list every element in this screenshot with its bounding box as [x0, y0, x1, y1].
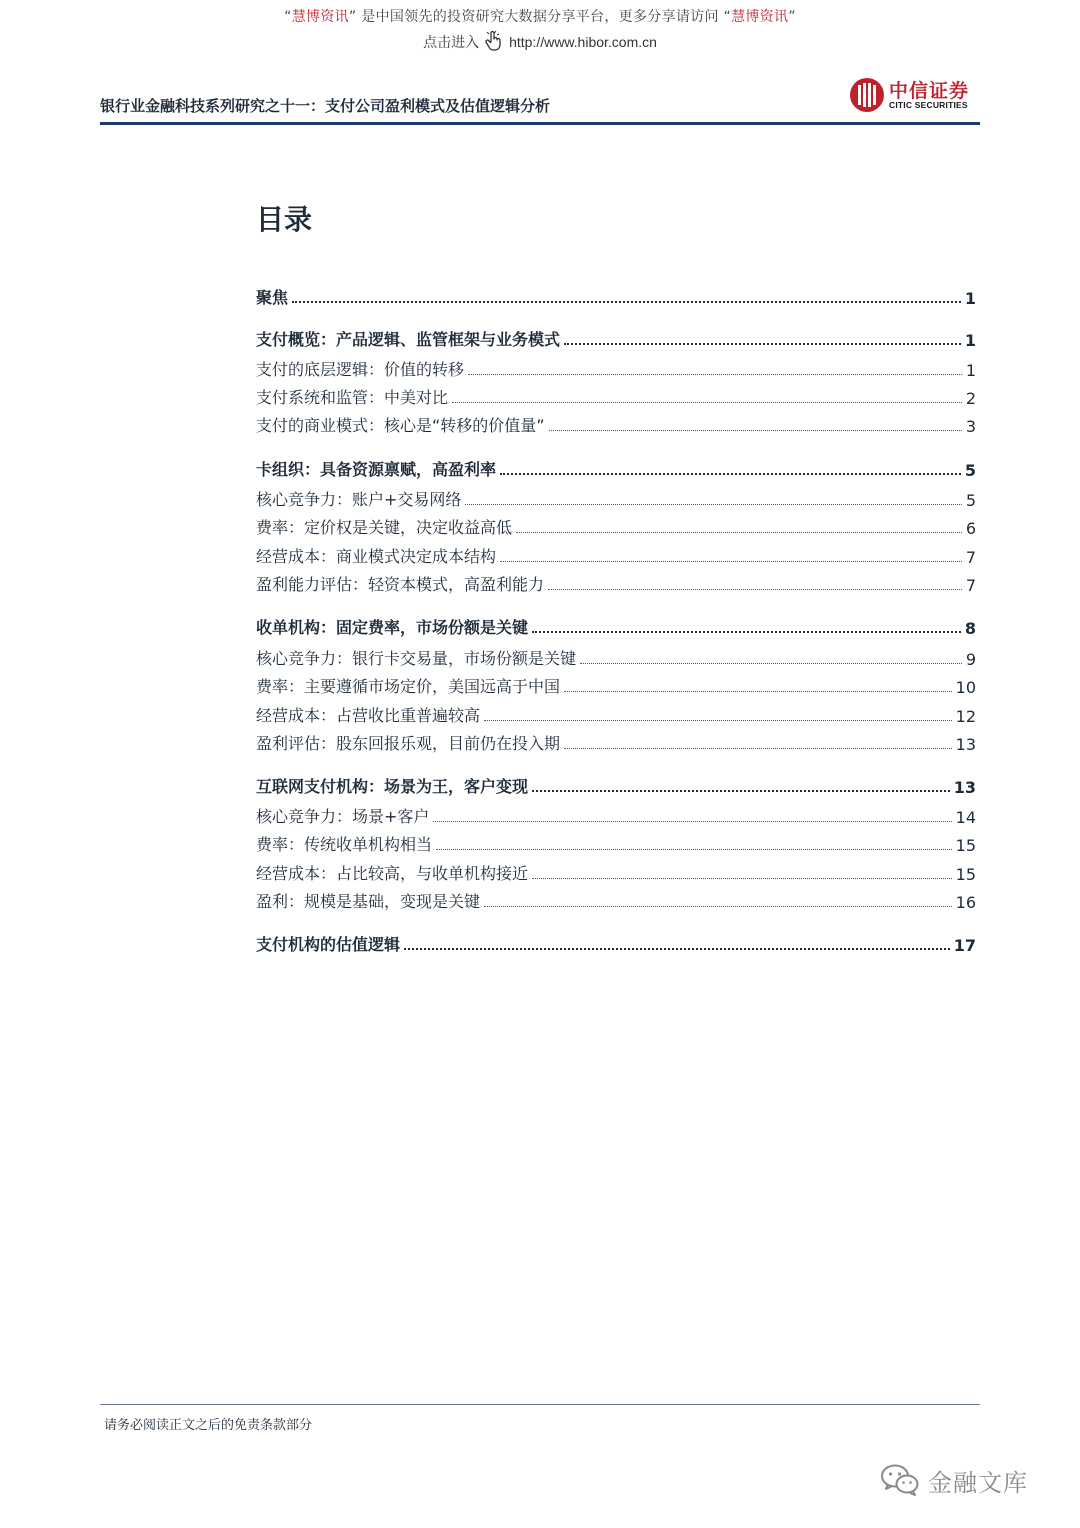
logo-english-text: CITIC SECURITIES — [889, 100, 968, 110]
toc-entry-text: 卡组织：具备资源禀赋，高盈利率 — [256, 460, 497, 479]
toc-page-number: 13 — [955, 735, 976, 754]
toc-entry-sub[interactable] — [256, 645, 976, 669]
toc-page-number: 8 — [964, 619, 976, 638]
toc-leader-dots — [532, 790, 950, 792]
toc-page-number: 1 — [964, 331, 976, 350]
citic-securities-logo — [847, 75, 982, 115]
watermark-text: 金融文库 — [928, 1468, 1028, 1497]
toc-entry-main[interactable] — [256, 614, 976, 638]
banner-text: 是中国领先的投资研究大数据分享平台，更多分享请访问 — [361, 9, 719, 25]
toc-page-number: 12 — [955, 707, 976, 726]
toc-leader-dots — [516, 532, 962, 533]
toc-leader-dots — [433, 821, 951, 822]
toc-leader-dots — [468, 374, 962, 375]
toc-page-number: 2 — [965, 389, 976, 408]
toc-leader-dots — [548, 589, 962, 590]
toc-entry-text: 核心竞争力：场景+客户 — [256, 807, 430, 826]
citic-logo-icon — [847, 75, 887, 115]
toc-page-number: 1 — [964, 289, 976, 308]
toc-page-number: 14 — [955, 808, 976, 827]
toc-page-number: 1 — [965, 361, 976, 380]
toc-leader-dots — [564, 691, 952, 692]
hibor-link[interactable]: http://www.hibor.com.cn — [509, 34, 657, 50]
toc-page-number: 10 — [955, 678, 976, 697]
toc-entry-text: 盈利评估：股东回报乐观，目前仍在投入期 — [256, 734, 561, 753]
toc-leader-dots — [532, 631, 961, 633]
banner-quote-close: ” — [348, 9, 357, 25]
toc-entry-text: 聚焦 — [256, 288, 289, 307]
toc-leader-dots — [465, 504, 961, 505]
toc-entry-sub[interactable] — [256, 486, 976, 510]
toc-page-number: 7 — [965, 548, 976, 567]
toc-entry-text: 经营成本：商业模式决定成本结构 — [256, 547, 497, 566]
toc-page-number: 13 — [953, 778, 976, 797]
toc-entry-text: 互联网支付机构：场景为王，客户变现 — [256, 777, 529, 796]
toc-entry-main[interactable] — [256, 931, 976, 955]
toc-entry-text: 支付的商业模式：核心是“转移的价值量” — [256, 416, 545, 435]
banner-quote-open: “ — [284, 9, 292, 25]
toc-leader-dots — [404, 948, 950, 950]
footer-divider — [100, 1404, 980, 1405]
top-banner-line2 — [0, 30, 1080, 52]
toc-entry-sub[interactable] — [256, 571, 976, 595]
toc-entry-main[interactable] — [256, 284, 976, 308]
toc-page-number: 6 — [965, 519, 976, 538]
toc-leader-dots — [452, 402, 962, 403]
toc-leader-dots — [532, 878, 952, 879]
toc-page-number: 3 — [965, 417, 976, 436]
toc-entry-sub[interactable] — [256, 702, 976, 726]
toc-leader-dots — [549, 430, 962, 431]
toc-page-number: 7 — [965, 576, 976, 595]
toc-entry-main[interactable] — [256, 773, 976, 797]
toc-entry-text: 支付机构的估值逻辑 — [256, 935, 401, 954]
banner-enter-label: 点击进入 — [423, 35, 480, 51]
toc-entry-main[interactable] — [256, 326, 976, 350]
disclaimer-note: 请务必阅读正文之后的免责条款部分 — [104, 1418, 313, 1433]
toc-heading: 目录 — [256, 203, 313, 236]
toc-entry-sub[interactable] — [256, 730, 976, 754]
toc-leader-dots — [484, 720, 952, 721]
banner-quote-open-2: “ — [723, 9, 732, 25]
toc-entry-text: 核心竞争力：账户+交易网络 — [256, 490, 462, 509]
toc-leader-dots — [564, 748, 952, 749]
toc-page-number: 9 — [965, 650, 976, 669]
toc-page-number: 5 — [964, 461, 976, 480]
logo-chinese-text: 中信证券 — [889, 80, 970, 102]
toc-leader-dots — [292, 301, 961, 303]
toc-entry-text: 支付的底层逻辑：价值的转移 — [256, 360, 465, 379]
toc-entry-sub[interactable] — [256, 673, 976, 697]
toc-entry-sub[interactable] — [256, 543, 976, 567]
toc-entry-sub[interactable] — [256, 860, 976, 884]
top-banner-line1 — [0, 6, 1080, 26]
banner-quote-close-2: ” — [788, 9, 796, 25]
toc-entry-sub[interactable] — [256, 356, 976, 380]
toc-leader-dots — [436, 849, 952, 850]
toc-entry-main[interactable] — [256, 456, 976, 480]
toc-leader-dots — [500, 561, 962, 562]
header-divider — [100, 122, 980, 125]
toc-entry-sub[interactable] — [256, 888, 976, 912]
toc-entry-text: 经营成本：占比较高，与收单机构接近 — [256, 864, 529, 883]
toc-entry-sub[interactable] — [256, 384, 976, 408]
toc-leader-dots — [484, 906, 952, 907]
banner-brand[interactable]: 慧博资讯 — [291, 9, 349, 25]
toc-entry-text: 支付系统和监管：中美对比 — [256, 388, 449, 407]
toc-entry-text: 收单机构：固定费率，市场份额是关键 — [256, 618, 529, 637]
toc-entry-text: 费率：主要遵循市场定价，美国远高于中国 — [256, 677, 561, 696]
toc-entry-text: 经营成本：占营收比重普遍较高 — [256, 706, 481, 725]
toc-page-number: 15 — [955, 836, 976, 855]
toc-entry-text: 费率：传统收单机构相当 — [256, 835, 433, 854]
toc-entry-text: 费率：定价权是关键，决定收益高低 — [256, 518, 513, 537]
toc-entry-sub[interactable] — [256, 831, 976, 855]
toc-entry-sub[interactable] — [256, 412, 976, 436]
toc-entry-text: 核心竞争力：银行卡交易量，市场份额是关键 — [256, 649, 577, 668]
wechat-icon — [880, 1463, 920, 1497]
watermark — [880, 1462, 1028, 1498]
toc-entry-sub[interactable] — [256, 803, 976, 827]
toc-leader-dots — [580, 663, 962, 664]
toc-entry-text: 盈利能力评估：轻资本模式，高盈利能力 — [256, 575, 545, 594]
report-series-title: 银行业金融科技系列研究之十一：支付公司盈利模式及估值逻辑分析 — [100, 97, 551, 115]
toc-leader-dots — [500, 473, 961, 475]
toc-page-number: 17 — [953, 936, 976, 955]
toc-page-number: 15 — [955, 865, 976, 884]
toc-page-number: 5 — [965, 491, 976, 510]
toc-entry-text: 支付概览：产品逻辑、监管框架与业务模式 — [256, 330, 561, 349]
banner-brand-2[interactable]: 慧博资讯 — [731, 9, 789, 25]
pointer-hand-icon — [483, 30, 505, 52]
toc-page-number: 16 — [955, 893, 976, 912]
toc-entry-sub[interactable] — [256, 514, 976, 538]
toc-entry-text: 盈利：规模是基础，变现是关键 — [256, 892, 481, 911]
toc-leader-dots — [564, 343, 961, 345]
